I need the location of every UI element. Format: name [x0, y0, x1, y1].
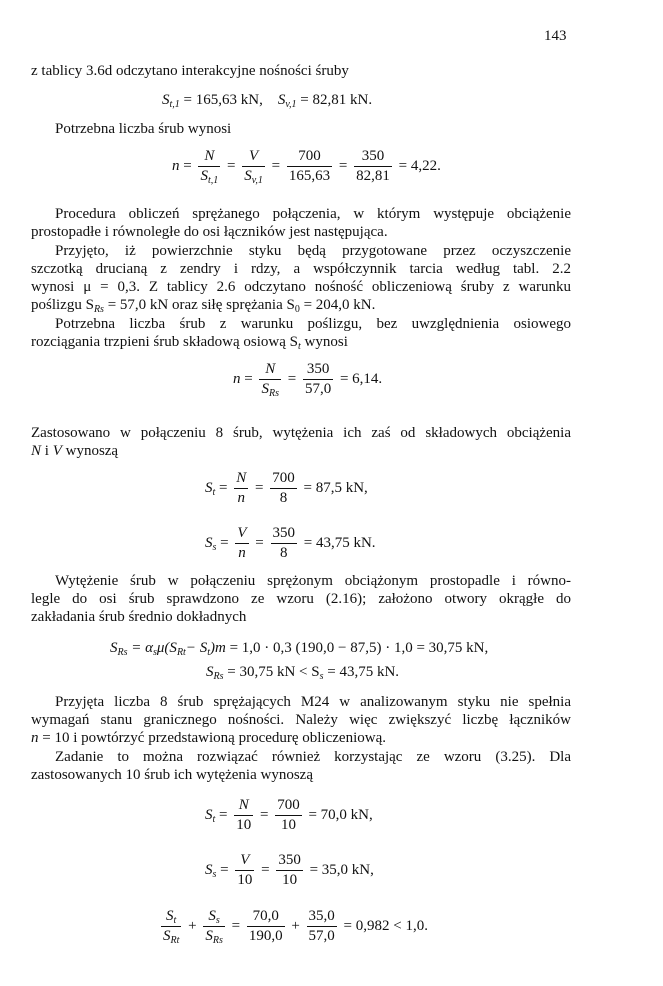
equation-slip-resistance: $S_{Rs} = \alpha_s\mu(S_{Rt}- S_t)m = 1,0 \cdot 0,3$ (190,0 − 87,5) · 1,0 = 30,75 kN, [110, 640, 489, 658]
equation-bolt-count: n = $\frac{N}{S_{t,1}}$ = $\frac{V}{S_{v,1}}$ = $\frac{700}{165,63}$ = $\frac{350}{82,81}$ = 4,22. [172, 148, 441, 186]
text-line: z tablicy 3.6d odczytano interakcyjne nośności śruby [31, 63, 349, 79]
equation-axial-stress: $S_t$ = $\frac{N}{n}$ = $\frac{700}{8}$ = 87,5 kN, [205, 470, 368, 506]
text-line: Potrzebna liczba śrub wynosi [55, 121, 232, 137]
paragraph-line: szczotką drucianą z zendry i rdzy, a współczynnik tarcia według tabl. 2.2 [31, 261, 571, 277]
paragraph-line: legle do osi śrub sprawdzono ze wzoru (2.16); założono otwory okrągłe do [31, 591, 571, 607]
equation-check: $S_{Rs} = 30,75$ kN < $S_s = 43,75$ kN. [206, 664, 400, 682]
paragraph-line: Procedura obliczeń sprężanego połączenia, w którym występuje obciążenie [55, 206, 571, 222]
paragraph-line: Potrzebna liczba śrub z warunku poślizgu, bez uwzględnienia osiowego [55, 316, 571, 332]
paragraph-line: n = 10 i powtórzyć przedstawioną procedurę obliczeniową. [31, 730, 386, 746]
equation-shear-stress-10: $S_s$ = $\frac{V}{10}$ = $\frac{350}{10}$ = 35,0 kN, [205, 852, 374, 888]
paragraph-line: poślizgu $S_{Rs} = 57,0$ kN oraz siłę sprężania $S_0 = 204,0$ kN. [31, 297, 376, 315]
equation-shear-stress: $S_s$ = $\frac{V}{n}$ = $\frac{350}{8}$ = 43,75 kN. [205, 525, 376, 561]
paragraph-line: wymagań stanu granicznego nośności. Należy więc zwiększyć liczbę łączników [31, 712, 571, 728]
paragraph-line: Zadanie to można rozwiązać również korzystając ze wzoru (3.25). Dla [55, 749, 571, 765]
paragraph-line: zakładania śrub średnio dokładnych [31, 609, 247, 625]
paragraph-line: wynosi μ = 0,3. Z tablicy 2.6 odczytano nośność obliczeniową śruby z warunku [31, 279, 571, 295]
paragraph-line: Zastosowano w połączeniu 8 śrub, wytężenia ich zaś od składowych obciążenia [31, 425, 571, 441]
paragraph-line: Przyjęta liczba 8 śrub sprężających M24 w analizowanym styku nie spełnia [55, 694, 571, 710]
paragraph-line: rozciągania trzpieni śrub składową osiową $S_t$ wynosi [31, 334, 348, 352]
equation-slip-bolt-count: n = $\frac{N}{S_{Rs}}$ = $\frac{350}{57,0}$ = 6,14. [233, 361, 383, 399]
paragraph-line: N i V wynoszą [31, 443, 119, 459]
paragraph-line: prostopadłe i równoległe do osi łączników jest następująca. [31, 224, 388, 240]
paragraph-line: zastosowanych 10 śrub ich wytężenia wynoszą [31, 767, 313, 783]
paragraph-line: Przyjęto, iż powierzchnie styku będą przygotowane przez oczyszczenie [55, 243, 571, 259]
equation-interaction-check: $\frac{S_t}{S_{Rt}}$ + $\frac{S_s}{S_{Rs}}$ = $\frac{70,0}{190,0}$ + $\frac{35,0}{57,0}$ = 0,982 < 1,0. [163, 908, 428, 946]
page-number: 143 [544, 28, 567, 44]
equation-axial-stress-10: $S_t$ = $\frac{N}{10}$ = $\frac{700}{10}$ = 70,0 kN, [205, 797, 373, 833]
paragraph-line: Wytężenie śrub w połączeniu sprężonym obciążonym prostopadle i równo- [55, 573, 571, 589]
equation-bolt-capacities: $S_{t,1} = 165,63$ kN, $S_{v,1} = 82,81$ kN. [162, 92, 373, 110]
